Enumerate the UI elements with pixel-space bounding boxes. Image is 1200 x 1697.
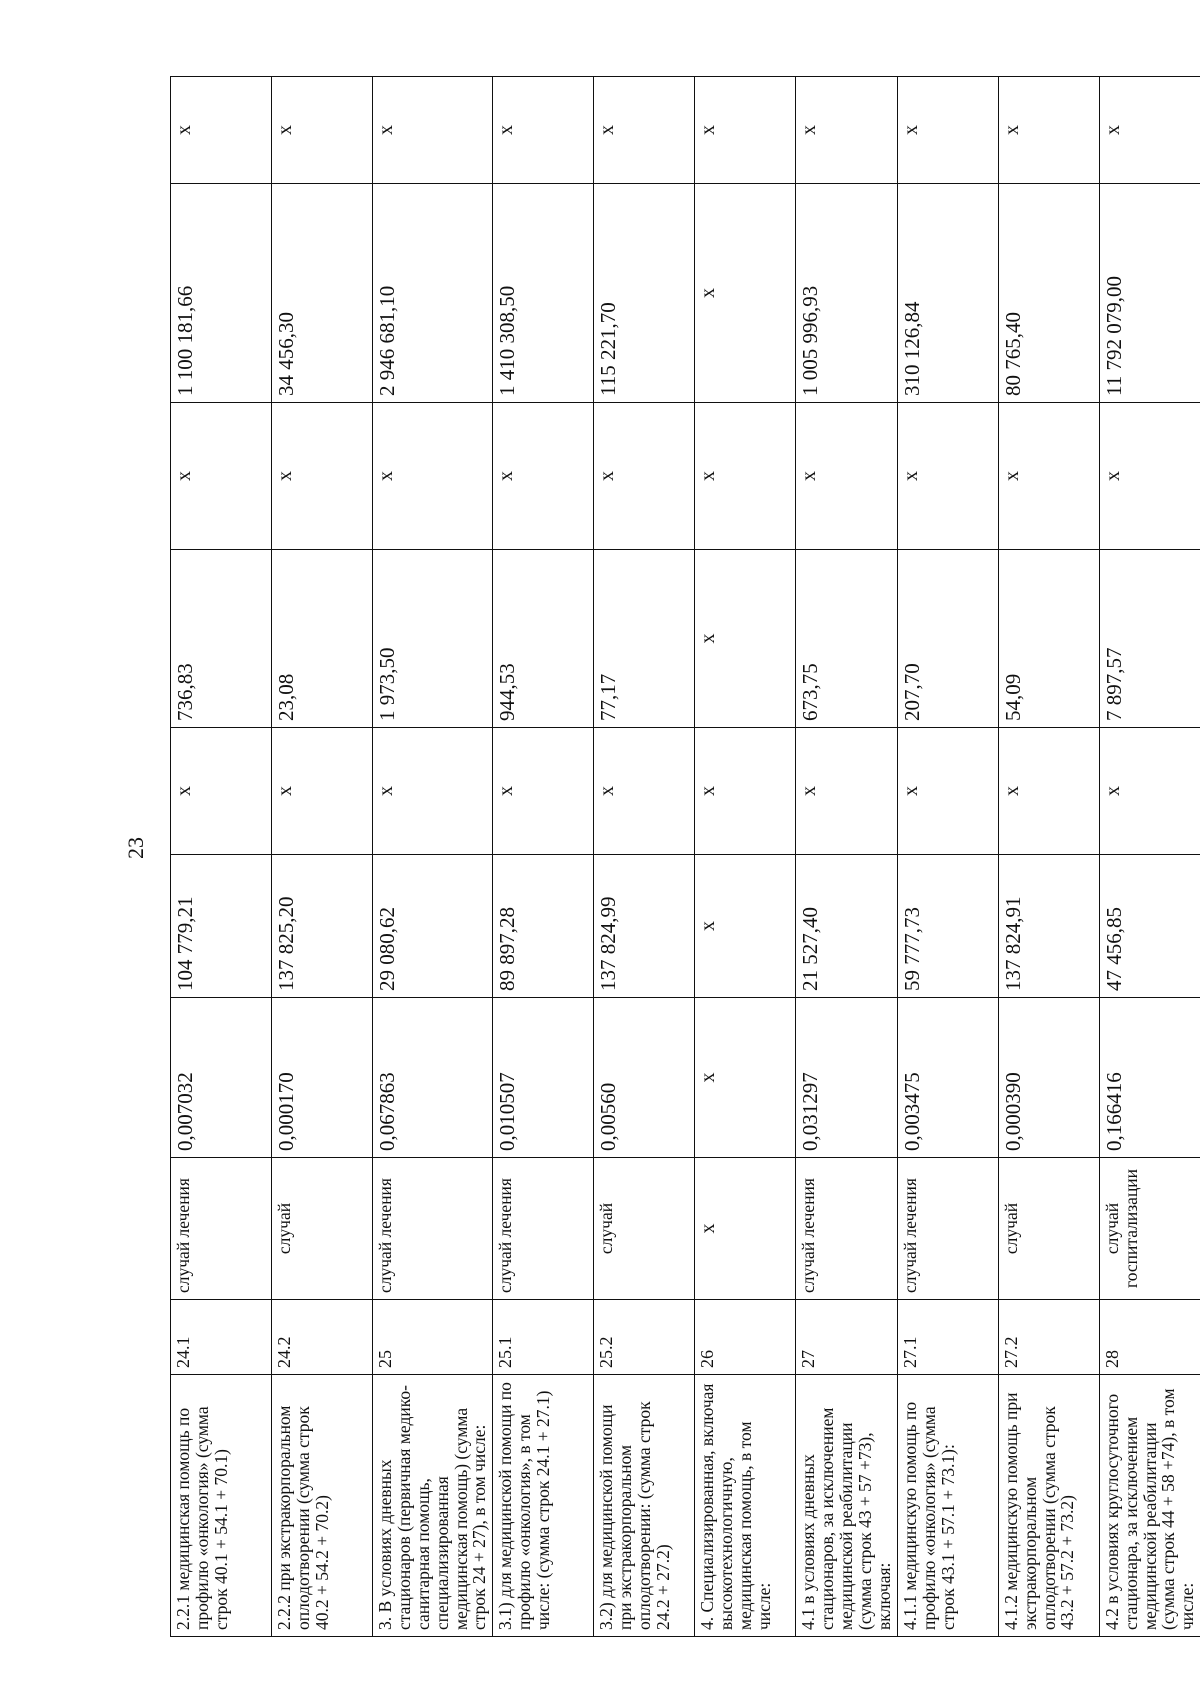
row-col8: х: [998, 403, 1099, 550]
row-cost: 137 825,20: [272, 855, 373, 998]
row-description: 4.1.2 медицинскую помощь при экстракорпоральном оплодотворении (сумма строк 43.2 + 57.2 + 73.2): [998, 1375, 1099, 1637]
row-description: 3.1) для медицинской помощи по профилю «онкология», в том числе: (сумма строк 24.1 + 27.1): [493, 1375, 594, 1637]
row-description: 4.1 в условиях дневных стационаров, за исключением медицинской реабилитации (сумма строк 43 + 57 +73), включая:: [796, 1375, 897, 1637]
row-col10: х: [796, 77, 897, 184]
row-col7: 207,70: [897, 550, 998, 728]
row-col9: 2 946 681,10: [373, 184, 493, 403]
row-col6: х: [897, 728, 998, 855]
row-code: 27.2: [998, 1300, 1099, 1375]
row-description: 4. Специализированная, включая высокотехнологичную, медицинская помощь, в том числе:: [695, 1375, 796, 1637]
row-col6: х: [171, 728, 272, 855]
table-row: [897, 77, 998, 1637]
row-unit: случай: [998, 1158, 1099, 1300]
row-unit: случай лечения: [171, 1158, 272, 1300]
row-col6: х: [373, 728, 493, 855]
table-row: [373, 77, 493, 1637]
row-description: 2.2.2 при экстракорпоральном оплодотворении (сумма строк 40.2 + 54.2 + 70.2): [272, 1375, 373, 1637]
row-cost: 47 456,85: [1099, 855, 1200, 998]
row-norm: 0,010507: [493, 998, 594, 1158]
row-cost: 137 824,99: [594, 855, 695, 998]
row-norm: 0,000170: [272, 998, 373, 1158]
row-col10: х: [493, 77, 594, 184]
row-col6: х: [1099, 728, 1200, 855]
row-unit: случай лечения: [897, 1158, 998, 1300]
row-col7: 54,09: [998, 550, 1099, 728]
row-col7: 1 973,50: [373, 550, 493, 728]
row-col10: х: [272, 77, 373, 184]
row-cost: 104 779,21: [171, 855, 272, 998]
row-code: 28: [1099, 1300, 1200, 1375]
row-norm: 0,000390: [998, 998, 1099, 1158]
row-description: 2.2.1 медицинская помощь по профилю «онкология» (сумма строк 40.1 + 54.1 + 70.1): [171, 1375, 272, 1637]
row-col9: 115 221,70: [594, 184, 695, 403]
row-col7: 7 897,57: [1099, 550, 1200, 728]
row-col9: 310 126,84: [897, 184, 998, 403]
row-col7: 23,08: [272, 550, 373, 728]
row-unit: х: [695, 1158, 796, 1300]
financing-table: [170, 76, 1200, 1637]
row-code: 27.1: [897, 1300, 998, 1375]
row-col8: х: [171, 403, 272, 550]
row-unit: случай: [272, 1158, 373, 1300]
row-description: 4.1.1 медицинскую помощь по профилю «онкология» (сумма строк 43.1 + 57.1 + 73.1):: [897, 1375, 998, 1637]
row-col9: 34 456,30: [272, 184, 373, 403]
row-code: 26: [695, 1300, 796, 1375]
row-norm: 0,166416: [1099, 998, 1200, 1158]
financing-table-rotated: [170, 77, 1198, 1637]
row-col9: 11 792 079,00: [1099, 184, 1200, 403]
row-col8: х: [493, 403, 594, 550]
table-row: [695, 77, 796, 1637]
row-code: 25.1: [493, 1300, 594, 1375]
row-col7: 77,17: [594, 550, 695, 728]
row-col10: х: [594, 77, 695, 184]
row-col7: х: [695, 550, 796, 728]
row-col6: х: [272, 728, 373, 855]
row-col10: х: [1099, 77, 1200, 184]
row-unit: случай лечения: [493, 1158, 594, 1300]
row-col6: х: [695, 728, 796, 855]
row-col9: 1 100 181,66: [171, 184, 272, 403]
row-col8: х: [1099, 403, 1200, 550]
row-code: 24.1: [171, 1300, 272, 1375]
row-col6: х: [998, 728, 1099, 855]
row-col8: х: [373, 403, 493, 550]
row-col10: х: [373, 77, 493, 184]
row-col8: х: [594, 403, 695, 550]
row-norm: 0,00560: [594, 998, 695, 1158]
row-col8: х: [695, 403, 796, 550]
page-number: 23: [123, 837, 148, 859]
table-row: [272, 77, 373, 1637]
row-col8: х: [897, 403, 998, 550]
row-code: 24.2: [272, 1300, 373, 1375]
row-col8: х: [796, 403, 897, 550]
table-row: [493, 77, 594, 1637]
row-norm: 0,031297: [796, 998, 897, 1158]
row-col8: х: [272, 403, 373, 550]
table-row: [998, 77, 1099, 1637]
row-description: 3.2) для медицинской помощи при экстракорпоральном оплодотворении: (сумма строк 24.2 + 27.2): [594, 1375, 695, 1637]
row-col7: 944,53: [493, 550, 594, 728]
row-cost: 137 824,91: [998, 855, 1099, 998]
row-norm: 0,067863: [373, 998, 493, 1158]
row-unit: случай лечения: [373, 1158, 493, 1300]
row-description: 4.2 в условиях круглосуточного стационара, за исключением медицинской реабилитации (сумма строк 44 + 58 +74), в том числе:: [1099, 1375, 1200, 1637]
row-col6: х: [796, 728, 897, 855]
row-col6: х: [594, 728, 695, 855]
row-unit: случай госпитализации: [1099, 1158, 1200, 1300]
row-cost: 21 527,40: [796, 855, 897, 998]
row-unit: случай: [594, 1158, 695, 1300]
row-description: 3. В условиях дневных стационаров (первичная медико-санитарная помощь, специализированная медицинская помощь) (сумма строк 24 + 27), в том числе:: [373, 1375, 493, 1637]
row-col10: х: [998, 77, 1099, 184]
row-col9: 80 765,40: [998, 184, 1099, 403]
table-row: [796, 77, 897, 1637]
table-row: [171, 77, 272, 1637]
row-code: 27: [796, 1300, 897, 1375]
row-code: 25.2: [594, 1300, 695, 1375]
row-col7: 673,75: [796, 550, 897, 728]
row-cost: 29 080,62: [373, 855, 493, 998]
row-col6: х: [493, 728, 594, 855]
row-col9: 1 410 308,50: [493, 184, 594, 403]
row-cost: 89 897,28: [493, 855, 594, 998]
row-col7: 736,83: [171, 550, 272, 728]
row-unit: случай лечения: [796, 1158, 897, 1300]
table-row: [1099, 77, 1200, 1637]
row-norm: 0,003475: [897, 998, 998, 1158]
row-cost: 59 777,73: [897, 855, 998, 998]
row-col9: 1 005 996,93: [796, 184, 897, 403]
table-row: [594, 77, 695, 1637]
row-norm: 0,007032: [171, 998, 272, 1158]
row-col10: х: [897, 77, 998, 184]
row-col10: х: [695, 77, 796, 184]
row-norm: х: [695, 998, 796, 1158]
row-col10: х: [171, 77, 272, 184]
row-code: 25: [373, 1300, 493, 1375]
row-col9: х: [695, 184, 796, 403]
row-cost: х: [695, 855, 796, 998]
